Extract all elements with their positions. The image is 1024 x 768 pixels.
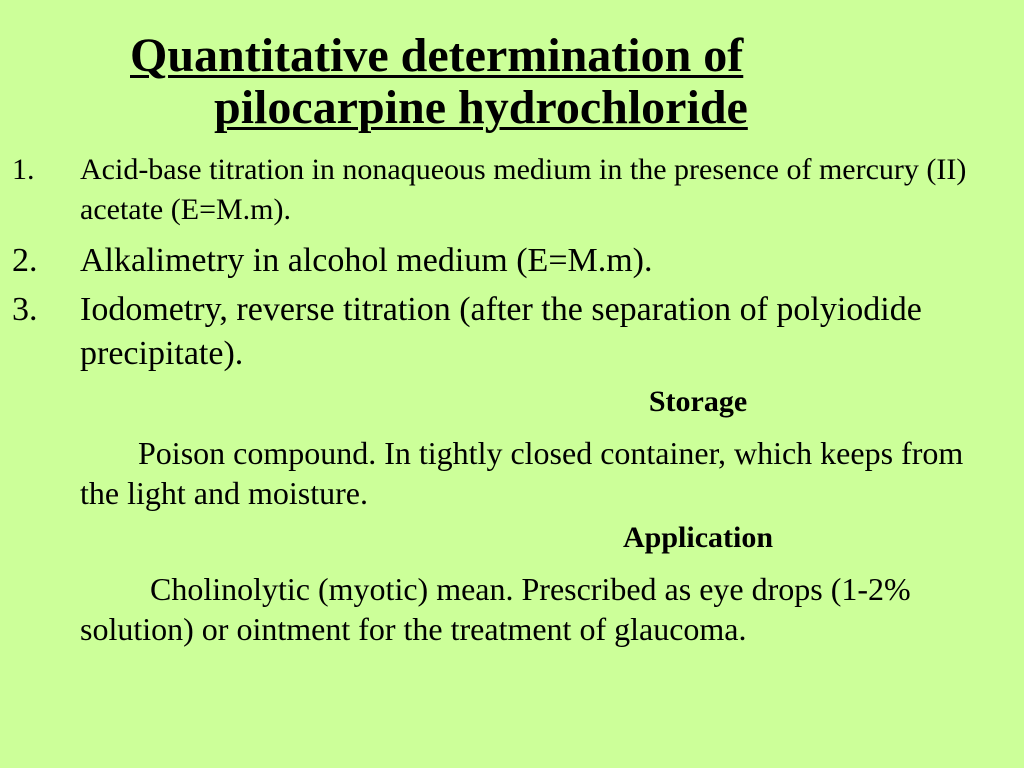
title-line-1: Quantitative determination of [130,29,744,82]
storage-heading [0,384,1024,420]
method-text: Iodometry, reverse titration (after the separation of polyiodide precipitate). [80,291,922,372]
method-number: 3. [12,291,38,328]
application-text: Cholinolytic (myotic) mean. Prescribed as eye drops (1-2% solution) or ointment for the treatment of glaucoma. [80,571,911,647]
method-number: 1. [12,153,35,186]
method-number: 2. [12,242,38,279]
method-item-1 [0,150,1000,230]
application-heading [0,520,1024,556]
storage-text: Poison compound. In tightly closed container, which keeps from the light and moisture. [80,435,964,511]
method-text: Acid-base titration in nonaqueous medium in the presence of mercury (II) acetate (E=M.m). [80,153,967,226]
methods-list [0,150,1000,376]
slide-title [130,30,870,134]
application-heading-label: Application [622,521,774,554]
storage-paragraph [80,433,1000,513]
method-text: Alkalimetry in alcohol medium (E=M.m). [80,242,653,279]
method-item-3 [0,288,1000,376]
method-item-2 [0,238,1000,284]
application-paragraph [80,569,1000,649]
title-line-2: pilocarpine hydrochloride [214,81,748,134]
storage-heading-label: Storage [648,385,748,418]
